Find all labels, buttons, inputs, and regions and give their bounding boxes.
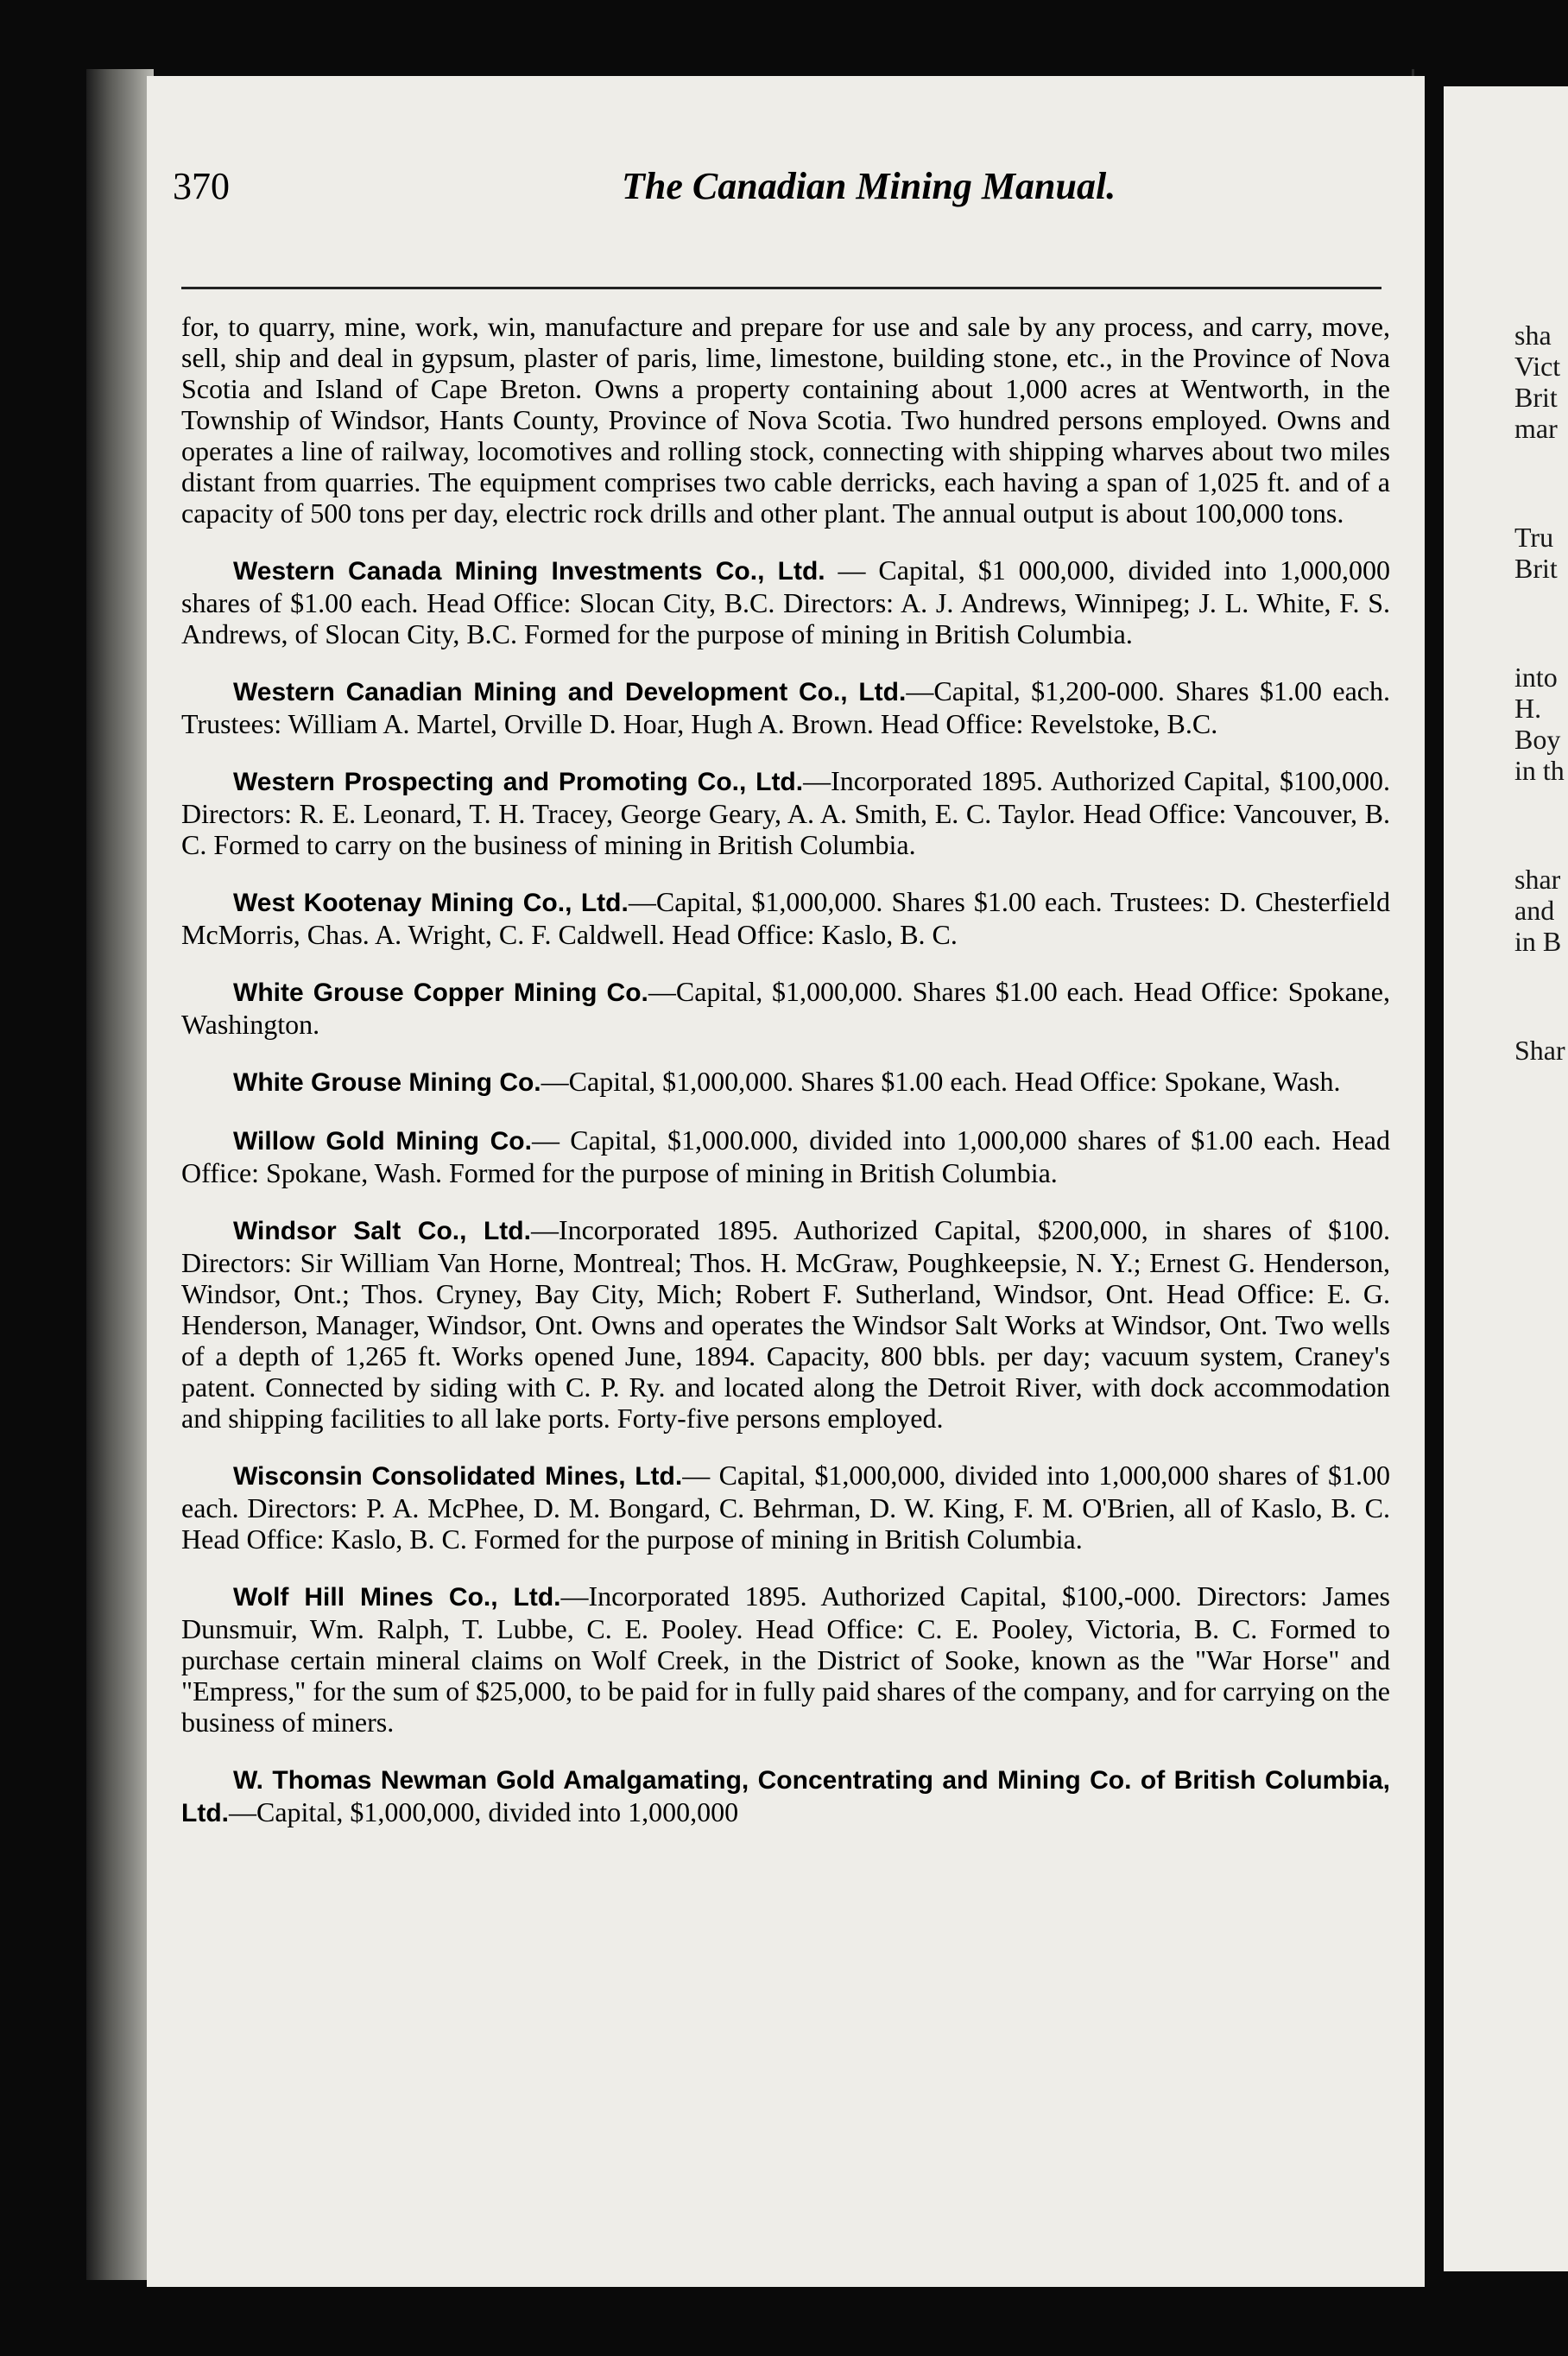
- company-details: —Capital, $1,200-000. Shares $1.00 each. Trustees: William A. Martel, Orville D. Hoar, Hugh A. Brown. Head Office: Revelstoke, B.C.: [181, 675, 1391, 739]
- right-fragment: and: [1514, 895, 1555, 926]
- page-number: 370: [173, 165, 230, 207]
- company-entry: [181, 1124, 1390, 1188]
- right-fragment: [1444, 444, 1565, 522]
- company-details: —Capital, $1,000,000, divided into 1,000,000: [228, 1796, 739, 1827]
- company-name: Windsor Salt Co., Ltd.: [233, 1217, 531, 1245]
- company-entry: [181, 675, 1390, 739]
- company-details: — Capital, $1,000.000, divided into 1,000,000 shares of $1.00 each. Head Office: Spokane, Wash. Formed for the purpose of mining in British Columbia.: [181, 1124, 1390, 1188]
- company-name: Western Canadian Mining and Development Co., Ltd.: [233, 678, 907, 706]
- right-fragment: [1444, 957, 1565, 1035]
- company-name: Willow Gold Mining Co.: [233, 1127, 532, 1156]
- company-name: Wolf Hill Mines Co., Ltd.: [233, 1583, 561, 1612]
- right-page-edge: [1444, 86, 1568, 2271]
- header-rule: [181, 287, 1381, 289]
- right-page-text: [1444, 320, 1565, 1066]
- intro-paragraph: for, to quarry, mine, work, win, manufacture and prepare for use and sale by any process, and carry, move, sell, ship and deal in gypsum, plaster of paris, lime, limestone, building stone, etc., in the Province of Nova Scotia and Island of Cape Breton. Owns a property containing about 1,000 acres at Wentworth, in the Township of Windsor, Hants County, Province of Nova Scotia. Two hundred persons employed. Owns and operates a line of railway, locomotives and rolling stock, connecting with shipping wharves about two miles distant from quarries. The equipment comprises two cable derricks, each having a span of 1,025 ft. and of a capacity of 500 tons per day, electric rock drills and other plant. The annual output is about 100,000 tons.: [181, 311, 1390, 529]
- company-entry: [181, 1066, 1390, 1099]
- right-fragment: shar: [1514, 864, 1561, 895]
- company-details: —Incorporated 1895. Authorized Capital, $200,000, in shares of $100. Directors: Sir William Van Horne, Montreal; Thos. H. McGraw, Poughkeepsie, N. Y.; Ernest G. Henderson, Windsor, Ont.; Thos. Cryney, Bay City, Mich; Robert F. Sutherland, Windsor, Ont. Head Office: E. G. Henderson, Manager, Windsor, Ont. Owns and operates the Windsor Salt Works at Windsor, Ont. Two wells of a depth of 1,265 ft. Works opened June, 1894. Capacity, 800 bbls. per day; vacuum system, Craney's patent. Connected by siding with C. P. Ry. and located along the Detroit River, with dock accommodation and shipping facilities to all lake ports. Forty-five persons employed.: [181, 1214, 1390, 1434]
- company-details: —Capital, $1,000,000. Shares $1.00 each. Trustees: D. Chesterfield McMorris, Chas. A. Wright, C. F. Caldwell. Head Office: Kaslo, B. C.: [181, 886, 1390, 950]
- company-name: West Kootenay Mining Co., Ltd.: [233, 889, 629, 917]
- right-fragment: [1444, 584, 1565, 662]
- company-entry: [181, 976, 1390, 1040]
- company-entry: [181, 554, 1390, 649]
- company-name: Western Canada Mining Investments Co., Ltd.: [233, 557, 825, 586]
- company-name: W. Thomas Newman Gold Amalgamating, Concentrating and Mining Co. of British Columbia, Ltd.: [181, 1766, 1390, 1827]
- right-fragment: into: [1514, 662, 1558, 693]
- company-name: White Grouse Mining Co.: [233, 1068, 541, 1097]
- right-fragment: in th: [1514, 755, 1565, 786]
- company-details: —Incorporated 1895. Authorized Capital, $100,000. Directors: R. E. Leonard, T. H. Tracey, George Geary, A. A. Smith, E. C. Taylor. Head Office: Vancouver, B. C. Formed to carry on the business of mining in British Columbia.: [181, 765, 1391, 860]
- right-fragment: sha: [1514, 320, 1552, 351]
- company-entry: [181, 1214, 1390, 1434]
- right-fragment: in B: [1514, 926, 1562, 957]
- company-entry: [181, 1580, 1390, 1738]
- company-details: — Capital, $1,000,000, divided into 1,000,000 shares of $1.00 each. Directors: P. A. McPhee, D. M. Bongard, C. Behrman, D. W. King, F. M. O'Brien, all of Kaslo, B. C. Head Office: Kaslo, B. C. Formed for the purpose of mining in British Columbia.: [181, 1460, 1391, 1555]
- company-details: — Capital, $1 000,000, divided into 1,000,000 shares of $1.00 each. Head Office: Slocan City, B.C. Directors: A. J. Andrews, Winnipeg; J. L. White, F. S. Andrews, of Slocan City, B.C. Formed for the purpose of mining in British Columbia.: [181, 554, 1391, 649]
- company-entry: [181, 886, 1390, 950]
- right-fragment: Shar: [1514, 1035, 1565, 1066]
- right-fragment: Tru: [1514, 522, 1554, 553]
- page-content: [181, 311, 1390, 1855]
- company-name: Western Prospecting and Promoting Co., Ltd.: [233, 768, 804, 796]
- company-entry: [181, 1764, 1390, 1829]
- company-name: Wisconsin Consolidated Mines, Ltd.: [233, 1462, 683, 1491]
- running-head: [173, 164, 1295, 242]
- company-details: —Capital, $1,000,000. Shares $1.00 each. Head Office: Spokane, Washington.: [181, 976, 1391, 1040]
- right-fragment: [1444, 786, 1565, 864]
- company-details: —Incorporated 1895. Authorized Capital, $100,-000. Directors: James Dunsmuir, Wm. Ralph, T. Lubbe, C. E. Pooley. Head Office: C. E. Pooley, Victoria, B. C. Formed to purchase certain mineral claims on Wolf Creek, in the District of Sooke, known as the "War Horse" and "Empress," for the sum of $25,000, to be paid for in fully paid shares of the company, and for carrying on the business of miners.: [181, 1580, 1390, 1738]
- book-spine-edge: [86, 69, 154, 2280]
- right-fragment: Vict: [1514, 351, 1561, 382]
- right-fragment: Boy: [1514, 724, 1561, 755]
- right-fragment: H.: [1514, 693, 1542, 724]
- right-fragment: Brit: [1514, 553, 1558, 584]
- company-details: —Capital, $1,000,000. Shares $1.00 each. Head Office: Spokane, Wash.: [541, 1066, 1341, 1097]
- company-name: White Grouse Copper Mining Co.: [233, 978, 648, 1007]
- company-entry: [181, 1460, 1390, 1555]
- right-fragment: Brit: [1514, 382, 1558, 413]
- company-entry: [181, 765, 1390, 860]
- right-fragment: mar: [1514, 413, 1558, 444]
- running-title: The Canadian Mining Manual.: [622, 165, 1116, 207]
